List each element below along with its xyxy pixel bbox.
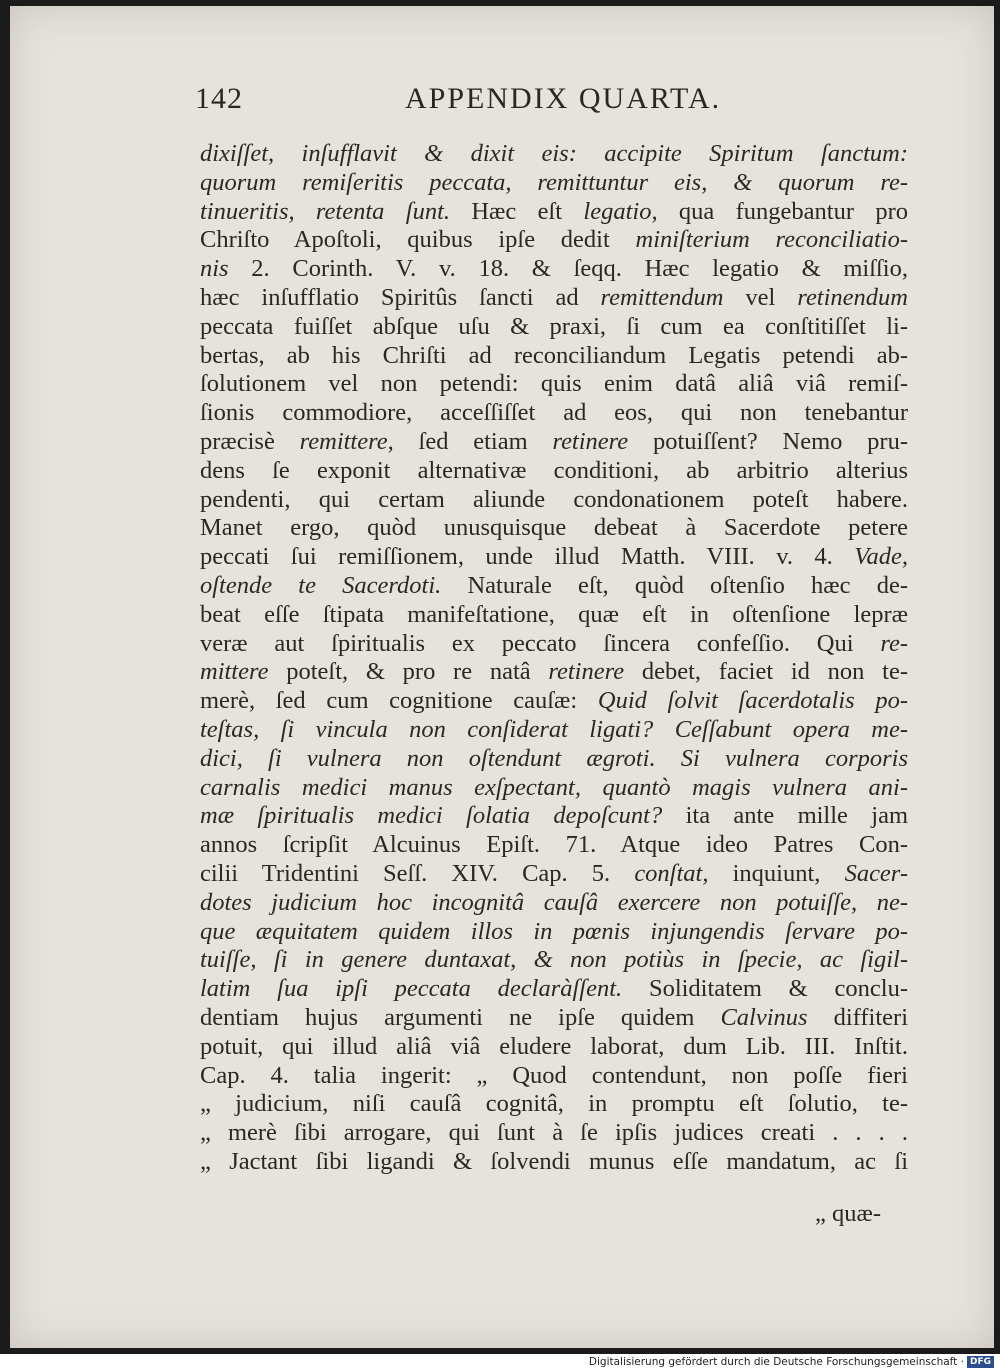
italic-text-segment: re- <box>880 629 908 657</box>
text-segment: pendenti, qui certam aliunde condonationem poteſt habere. <box>200 485 908 513</box>
italic-text-segment: mittere <box>200 658 269 686</box>
text-line <box>200 457 908 486</box>
text-segment: „ Jactant ſibi ligandi & ſolvendi munus eſſe mandatum, ac ſi <box>200 1147 908 1175</box>
italic-text-segment: teſtas, ſi vincula non conſiderat ligati? Ceſſabunt opera me- <box>200 715 908 743</box>
text-segment: „ merè ſibi arrogare, qui ſunt à ſe ipſis judices creati . . . . <box>200 1119 908 1147</box>
text-segment: poteſt, & pro re natâ <box>268 658 549 686</box>
text-line <box>200 226 908 255</box>
text-segment: inquiunt, <box>708 859 845 887</box>
text-segment: „ judicium, niſi cauſâ cognitâ, in promptu eſt ſolutio, te- <box>200 1090 908 1118</box>
text-line <box>200 831 908 860</box>
italic-text-segment: Sacer- <box>844 859 908 887</box>
text-segment: peccati ſui remiſſionem, unde illud Matth. VIII. v. 4. <box>200 543 855 571</box>
page-header <box>195 82 910 122</box>
footer-credit-text: Digitalisierung gefördert durch die Deutsche Forschungsgemeinschaft · <box>588 1356 964 1368</box>
text-segment: bertas, ab his Chriſti ad reconciliandum Legatis petendi ab- <box>200 341 908 369</box>
text-segment: diffiteri <box>807 1003 908 1031</box>
dfg-logo: DFG <box>967 1356 994 1368</box>
text-segment: præcisè <box>200 427 300 455</box>
text-line <box>200 630 908 659</box>
text-segment: ſed etiam <box>393 427 553 455</box>
text-line <box>200 572 908 601</box>
italic-text-segment: retinere <box>552 427 629 455</box>
text-line <box>200 169 908 198</box>
text-line <box>200 284 908 313</box>
italic-text-segment: legatio, <box>583 197 658 225</box>
text-line <box>200 975 908 1004</box>
italic-text-segment: carnalis medici manus exſpectant, quantò magis vulnera ani- <box>200 773 908 801</box>
italic-text-segment: retinendum <box>797 283 908 311</box>
text-line <box>200 342 908 371</box>
text-segment: Chriſto Apoſtoli, quibus ipſe dedit <box>200 226 636 254</box>
text-line <box>200 889 908 918</box>
text-segment: qua fungebantur pro <box>657 197 908 225</box>
text-segment: Naturale eſt, quòd oſtenſio hæc de- <box>441 571 908 599</box>
running-title: APPENDIX QUARTA. <box>405 82 722 115</box>
text-segment: hæc inſufflatio Spiritûs ſancti ad <box>200 283 601 311</box>
text-line <box>200 428 908 457</box>
text-line <box>200 658 908 687</box>
text-line <box>200 716 908 745</box>
italic-text-segment: quorum remiſeritis peccata, remittuntur eis, & quorum re- <box>200 168 908 196</box>
text-line <box>200 687 908 716</box>
text-line <box>200 198 908 227</box>
footer-credit <box>589 1356 994 1368</box>
text-line <box>200 140 908 169</box>
text-segment: ſolutionem vel non petendi: quis enim datâ aliâ viâ remiſ- <box>200 370 908 398</box>
italic-text-segment: dici, ſi vulnera non oſtendunt ægroti. Si vulnera corporis <box>200 744 908 772</box>
text-segment: annos ſcripſit Alcuinus Epiſt. 71. Atque ideo Patres Con- <box>200 831 908 859</box>
italic-text-segment: tuiſſe, ſi in genere duntaxat, & non potiùs in ſpecie, ac ſigil- <box>200 946 908 974</box>
text-line <box>200 1119 908 1148</box>
italic-text-segment: oſtende te Sacerdoti. <box>200 571 442 599</box>
text-line <box>200 860 908 889</box>
text-segment: 2. Corinth. V. v. 18. & ſeqq. Hæc legatio & miſſio, <box>228 255 908 283</box>
text-segment: Soliditatem & conclu- <box>622 975 908 1003</box>
text-segment: dentiam hujus argumenti ne ipſe quidem <box>200 1003 721 1031</box>
text-segment: vel <box>723 283 798 311</box>
italic-text-segment: Quid ſolvit ſacerdotalis po- <box>597 687 908 715</box>
text-line <box>200 1004 908 1033</box>
text-line <box>200 1033 908 1062</box>
text-line <box>200 802 908 831</box>
text-segment: potuiſſent? Nemo pru- <box>628 427 908 455</box>
text-segment: veræ aut ſpiritualis ex peccato ſincera confeſſio. Qui <box>200 629 881 657</box>
text-line <box>200 1148 908 1177</box>
italic-text-segment: Vade, <box>854 543 908 571</box>
text-segment: ſionis commodiore, acceſſiſſet ad eos, qui non tenebantur <box>200 399 908 427</box>
text-segment: Hæc eſt <box>450 197 584 225</box>
text-line <box>200 1090 908 1119</box>
text-line <box>200 745 908 774</box>
italic-text-segment: mæ ſpiritualis medici ſolatia depoſcunt? <box>200 802 663 830</box>
italic-text-segment: dixiſſet, inſufflavit & dixit eis: accipite Spiritum ſanctum: <box>200 140 908 167</box>
body-text <box>200 140 908 1177</box>
text-line <box>200 370 908 399</box>
italic-text-segment: retinere <box>548 658 625 686</box>
text-line <box>200 543 908 572</box>
italic-text-segment: nis <box>200 255 229 283</box>
italic-text-segment: que æquitatem quidem illos in pœnis injungendis ſervare po- <box>200 917 908 945</box>
italic-text-segment: Calvinus <box>720 1003 808 1031</box>
text-line <box>200 399 908 428</box>
italic-text-segment: latim ſua ipſi peccata declaràſſent. <box>200 975 623 1003</box>
text-line <box>200 514 908 543</box>
italic-text-segment: remittere, <box>299 427 394 455</box>
text-line <box>200 601 908 630</box>
page-number: 142 <box>195 82 243 115</box>
text-line <box>200 486 908 515</box>
italic-text-segment: remittendum <box>600 283 724 311</box>
italic-text-segment: miniſterium reconciliatio- <box>635 226 908 254</box>
text-line <box>200 774 908 803</box>
catchword: „ quæ- <box>815 1200 881 1227</box>
text-segment: debet, faciet id non te- <box>624 658 908 686</box>
text-line <box>200 946 908 975</box>
text-segment: merè, ſed cum cognitione cauſæ: <box>200 687 598 715</box>
text-segment: beat eſſe ſtipata manifeſtatione, quæ eſt in oſtenſione lepræ <box>200 600 908 628</box>
text-segment: ita ante mille jam <box>662 802 908 830</box>
text-line <box>200 918 908 947</box>
text-segment: dens ſe exponit alternativæ conditioni, ab arbitrio alterius <box>200 456 908 484</box>
text-segment: Cap. 4. talia ingerit: „ Quod contendunt, non poſſe fieri <box>200 1061 908 1089</box>
italic-text-segment: tinueritis, retenta ſunt. <box>200 197 450 225</box>
text-segment: potuit, qui illud aliâ viâ eludere laborat, dum Lib. III. Inſtit. <box>200 1032 908 1060</box>
text-segment: Manet ergo, quòd unusquisque debeat à Sacerdote petere <box>200 514 908 542</box>
text-line <box>200 313 908 342</box>
italic-text-segment: dotes judicium hoc incognitâ cauſâ exercere non potuiſſe, ne- <box>200 888 908 916</box>
text-segment: peccata fuiſſet abſque uſu & praxi, ſi cum ea conſtitiſſet li- <box>200 312 908 340</box>
text-line <box>200 255 908 284</box>
text-line <box>200 1062 908 1091</box>
text-segment: cilii Tridentini Seſſ. XIV. Cap. 5. <box>200 859 635 887</box>
italic-text-segment: conſtat, <box>634 859 709 887</box>
